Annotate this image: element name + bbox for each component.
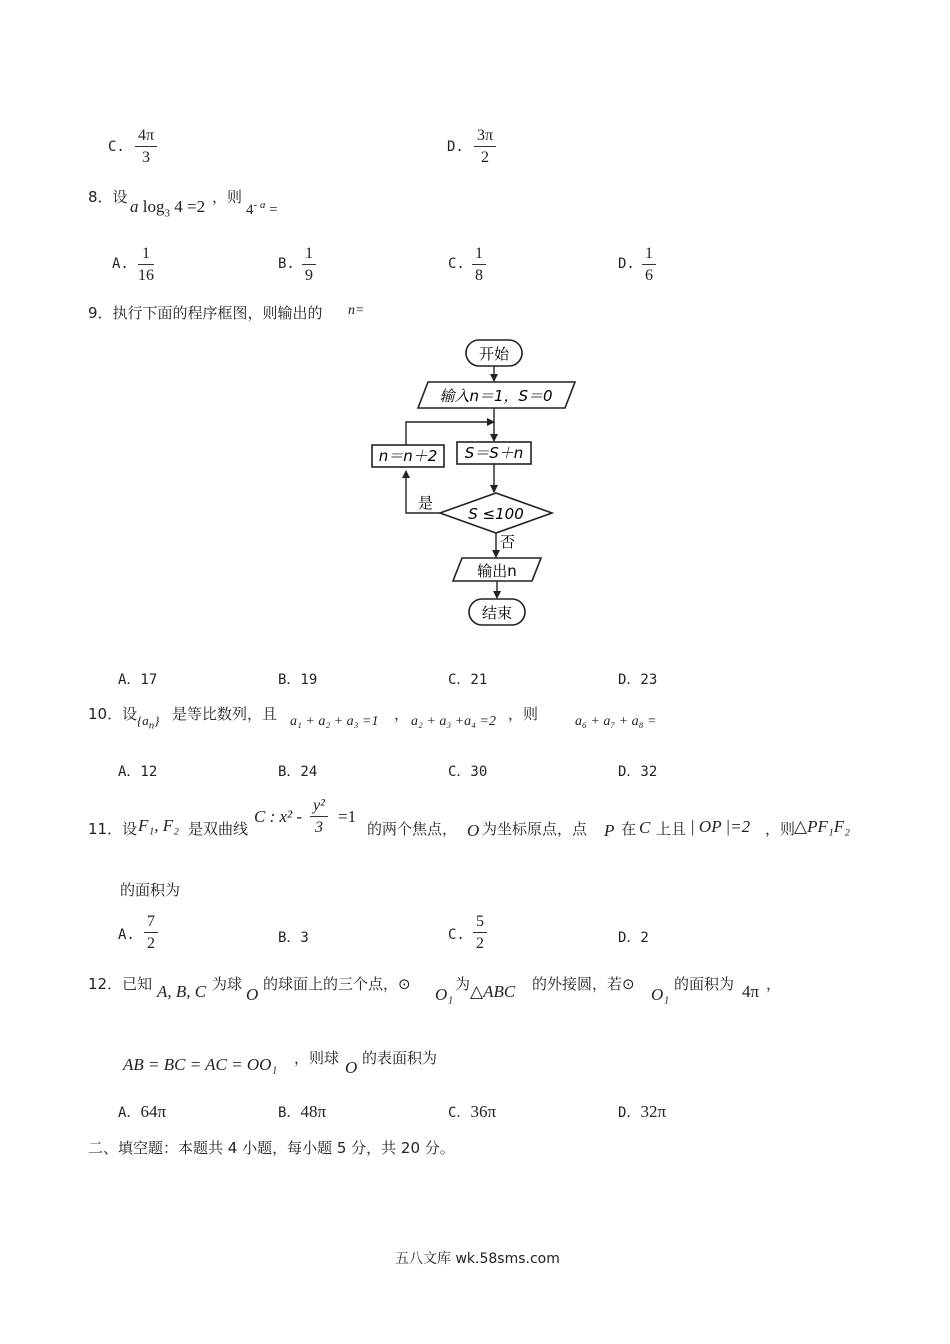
question-text: 的球面上的三个点，⊙ [263,975,411,993]
question-text: ， [766,975,782,993]
numerator: 1 [472,244,486,265]
math-curve-eq: =1 [338,807,357,826]
math-var: O₁ [651,985,670,1004]
math-var: P [604,821,615,840]
math-target: a₆ + a₇ + a₈ = [575,714,657,729]
option-label: C. [448,256,465,272]
flow-update-s-label: S＝S＋n [464,444,524,462]
fraction [138,244,154,287]
math-rest: 4 =2 [169,197,206,216]
option-value: 32π [640,1102,667,1121]
fraction [474,126,496,169]
fraction [472,244,486,287]
math-triangle: △PF₁F₂ [794,817,851,836]
question-text: 的面积为 [674,975,735,993]
option-label: C. [108,139,125,155]
math-base: 3 [164,207,170,220]
denominator: 16 [138,267,154,284]
option: D．32 [618,764,658,780]
section-heading: 二、填空题：本题共 4 小题，每小题 5 分，共 20 分。 [88,1139,455,1157]
option: B．24 [278,764,318,780]
option-value: 64π [140,1102,167,1121]
math-condition: a₁ + a₂ + a₃ =1 [290,714,379,729]
question-text: 的外接圆，若⊙ [532,975,635,993]
math-var: O [345,1058,358,1077]
math-var: O [467,821,480,840]
option-label: A. [112,256,129,272]
option-label: A. [118,927,135,943]
denominator: 2 [476,935,484,952]
option: D．2 [618,930,649,946]
option-label: D． [618,1105,641,1121]
question-text: ，则球 [294,1049,340,1067]
math-log: log [142,197,165,216]
fraction [135,126,157,169]
numerator: 3π [474,126,496,147]
denominator: 8 [475,267,483,284]
flow-no-label: 否 [500,533,516,551]
math-equation: AB = BC = AC = OO₁ [123,1055,278,1074]
fraction [473,912,487,955]
math-seq-close: } [154,713,160,728]
math-points: A, B, C [157,982,207,1001]
question-text: 9．执行下面的程序框图，则输出的 [88,304,323,322]
denominator: 6 [645,267,653,284]
option [618,1102,666,1122]
question-number: 11．设 [88,820,138,838]
math-equals: = [269,202,278,218]
flow-condition-label: S ≤100 [468,505,524,523]
denominator: 3 [314,819,323,836]
option-label: D. [618,256,635,272]
math-sequence [137,713,159,732]
option-label: C． [448,1105,471,1121]
question-text: 是双曲线 [188,820,249,838]
option [448,1102,496,1122]
option-label: B． [278,1105,301,1121]
numerator: 7 [144,912,158,933]
question-text: 的面积为 [120,881,181,899]
math-expression [130,197,205,219]
question-text: 是等比数列，且 [172,705,278,723]
option-label: A． [118,1105,141,1121]
math-var: n= [348,303,365,318]
math-expression [246,199,278,219]
denominator: 3 [142,149,151,166]
numerator: 1 [642,244,656,265]
option: B．19 [278,672,318,688]
option [118,1102,166,1122]
question-text: 为球 [212,975,243,993]
math-condition: a₂ + a₃ +a₄ =2 [411,714,496,729]
math-curve: C : x² - [254,807,303,826]
math-var: O₁ [435,985,454,1004]
question-text: 的表面积为 [362,1049,438,1067]
denominator: 2 [481,149,490,166]
fraction [642,244,656,287]
option: C．30 [448,764,488,780]
math-var: C [639,818,651,837]
math-var: a [130,197,139,216]
fraction [302,244,316,287]
math-base: 4 [246,202,254,218]
fraction [144,912,158,955]
option-label: D. [447,139,464,155]
flow-yes-label: 是 [418,494,434,512]
numerator: y² [310,796,328,817]
question-number: 8．设 [88,188,128,206]
option: A．17 [118,672,158,688]
math-expression: | OP |=2 [690,817,751,836]
math-triangle: △ABC [470,982,516,1001]
math-foci: F₁, F₂ [138,816,180,835]
flow-end-label: 结束 [481,604,513,622]
numerator: 5 [473,912,487,933]
fraction [310,796,328,839]
math-exponent: - a [253,199,266,211]
question-text: ，则 [212,188,243,206]
option: C．21 [448,672,488,688]
question-text: ，则 [508,705,539,723]
numerator: 1 [302,244,316,265]
question-text: 的两个焦点， [367,820,458,838]
option: A．12 [118,764,158,780]
numerator: 1 [138,244,154,265]
option-value: 36π [470,1102,497,1121]
option: B．3 [278,930,309,946]
numerator: 4π [135,126,157,147]
question-text: 为 [455,975,471,993]
flowchart [360,330,580,630]
option-label: B. [278,256,295,272]
question-text: ， [394,705,410,723]
question-number: 12．已知 [88,975,153,993]
question-text: ，则 [765,820,796,838]
denominator: 9 [305,267,313,284]
flow-input-label: 输入n＝1，S＝0 [439,387,553,405]
option-label: C. [448,927,465,943]
flow-update-n-label: n＝n＋2 [378,447,438,465]
math-var: O [246,985,259,1004]
footer-text: 五八文库 wk.58sms.com [395,1251,560,1267]
option: D．23 [618,672,658,688]
question-number: 10．设 [88,705,138,723]
flow-start-label: 开始 [478,345,510,363]
math-sub: n [148,719,155,732]
flow-output-label: 输出n [477,562,517,580]
math-area: 4π [742,982,760,1001]
denominator: 2 [147,935,155,952]
question-text: 在 [621,820,637,838]
question-text: 上且 [656,820,687,838]
option [278,1102,326,1122]
option-value: 48π [300,1102,327,1121]
math-seq: {a [137,713,149,728]
question-text: 为坐标原点，点 [482,820,588,838]
